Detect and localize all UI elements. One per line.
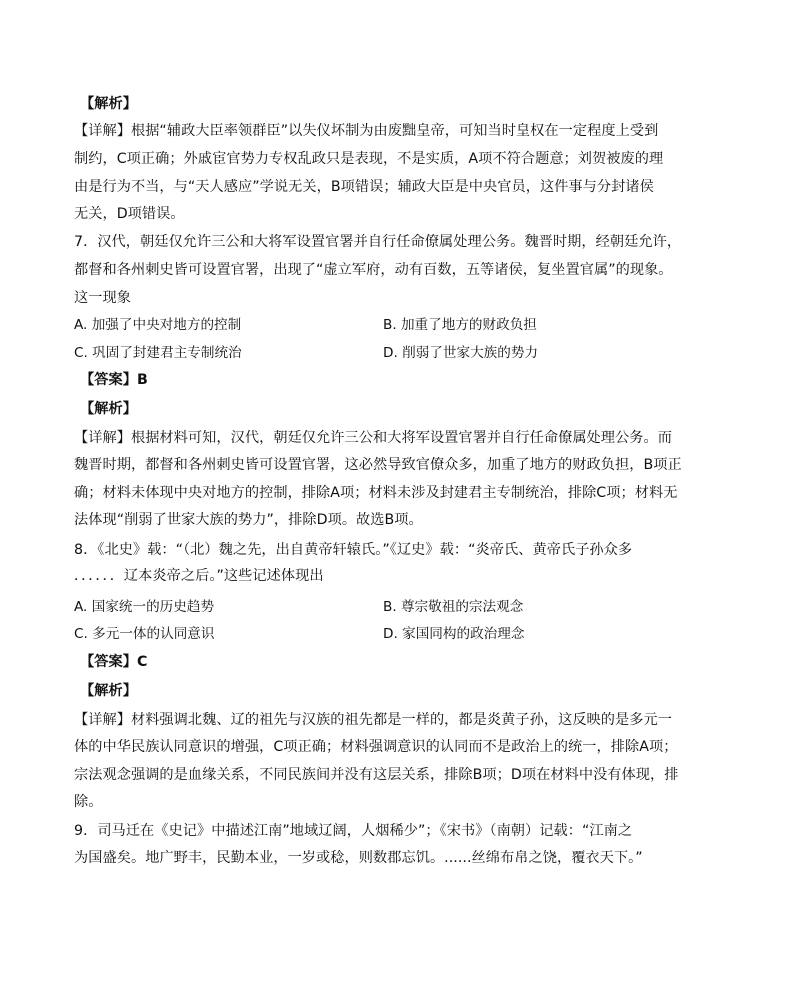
- question-7-stem: 这一现象: [74, 290, 131, 306]
- question-8-analysis-heading: 【解析】: [80, 683, 137, 699]
- question-9-stem: 9．司马迁在《史记》中描述江南”地域辽阔，人烟稀少”；《宋书》（南朝）记载：“江南之: [74, 823, 633, 839]
- analysis-line: 【详解】根据“辅政大臣率领群臣”以失仪坏制为由废黜皇帝，可知当时皇权在一定程度上受到: [74, 123, 659, 139]
- question-8-stem: ．．．．．．辽本炎帝之后。”这些记述体现出: [74, 568, 324, 584]
- question-7-analysis-line: 魏晋时期，都督和各州刺史皆可设置官署，这必然导致官僚众多，加重了地方的财政负担，B项正: [74, 457, 682, 473]
- question-8-analysis-line: 【详解】材料强调北魏、辽的祖先与汉族的祖先都是一样的，都是炎黄子孙，这反映的是多元一: [74, 712, 672, 728]
- question-7-analysis-line: 【详解】根据材料可知，汉代，朝廷仅允许三公和大将军设置官署并自行任命僚属处理公务。而: [74, 430, 672, 446]
- question-7-analysis-line: 确；材料未体现中央对地方的控制，排除A项；材料未涉及封建君主专制统治，排除C项；材料无: [74, 485, 678, 501]
- analysis-line: 由是行为不当，与“天人感应”学说无关，B项错误；辅政大臣是中央官员，这件事与分封诸侯: [74, 179, 654, 195]
- question-7-option-b: B. 加重了地方的财政负担: [383, 317, 537, 333]
- question-9-stem: 为国盛矣。地广野丰，民勤本业，一岁或稔，则数郡忘饥。......丝绵布帛之饶，覆衣天下。”: [74, 850, 643, 866]
- question-8-answer: 【答案】C: [80, 654, 148, 670]
- analysis-heading: 【解析】: [80, 96, 137, 112]
- question-8-analysis-line: 宗法观念强调的是血缘关系，不同民族间并没有这层关系，排除B项；D项在材料中没有体现，排: [74, 767, 679, 783]
- question-8-option-b: B. 尊宗敬祖的宗法观念: [383, 599, 524, 615]
- question-7-analysis-line: 法体现“削弱了世家大族的势力”，排除D项。故选B项。: [74, 512, 423, 528]
- analysis-line: 制约，C项正确；外戚宦官势力专权乱政只是表现，不是实质，A项不符合题意；刘贺被废的理: [74, 151, 664, 167]
- question-8-analysis-line: 体的中华民族认同意识的增强，C项正确；材料强调意识的认同而不是政治上的统一，排除A项；: [74, 739, 678, 755]
- question-8-option-c: C. 多元一体的认同意识: [74, 626, 215, 642]
- question-7-option-c: C. 巩固了封建君主专制统治: [74, 345, 242, 361]
- question-7-option-a: A. 加强了中央对地方的控制: [74, 317, 242, 333]
- analysis-line: 无关，D项错误。: [74, 206, 185, 222]
- question-7-answer: 【答案】B: [80, 372, 148, 388]
- question-7-stem: 7．汉代，朝廷仅允许三公和大将军设置官署并自行任命僚属处理公务。魏晋时期，经朝廷允许，: [74, 234, 682, 250]
- question-8-analysis-line: 除。: [74, 794, 103, 810]
- question-7-stem: 都督和各州刺史皆可设置官署，出现了“虚立军府，动有百数，五等诸侯，复坐置官属”的现象。: [74, 262, 673, 278]
- question-8-option-a: A. 国家统一的历史趋势: [74, 599, 215, 615]
- question-8-stem: 8．《北史》载：“（北）魏之先，出自黄帝轩辕氏。”《辽史》载：“炎帝氏、黄帝氏子孙众多: [74, 542, 633, 558]
- question-7-analysis-heading: 【解析】: [80, 401, 137, 417]
- question-8-option-d: D. 家国同构的政治理念: [383, 626, 525, 642]
- question-7-option-d: D. 削弱了世家大族的势力: [383, 345, 539, 361]
